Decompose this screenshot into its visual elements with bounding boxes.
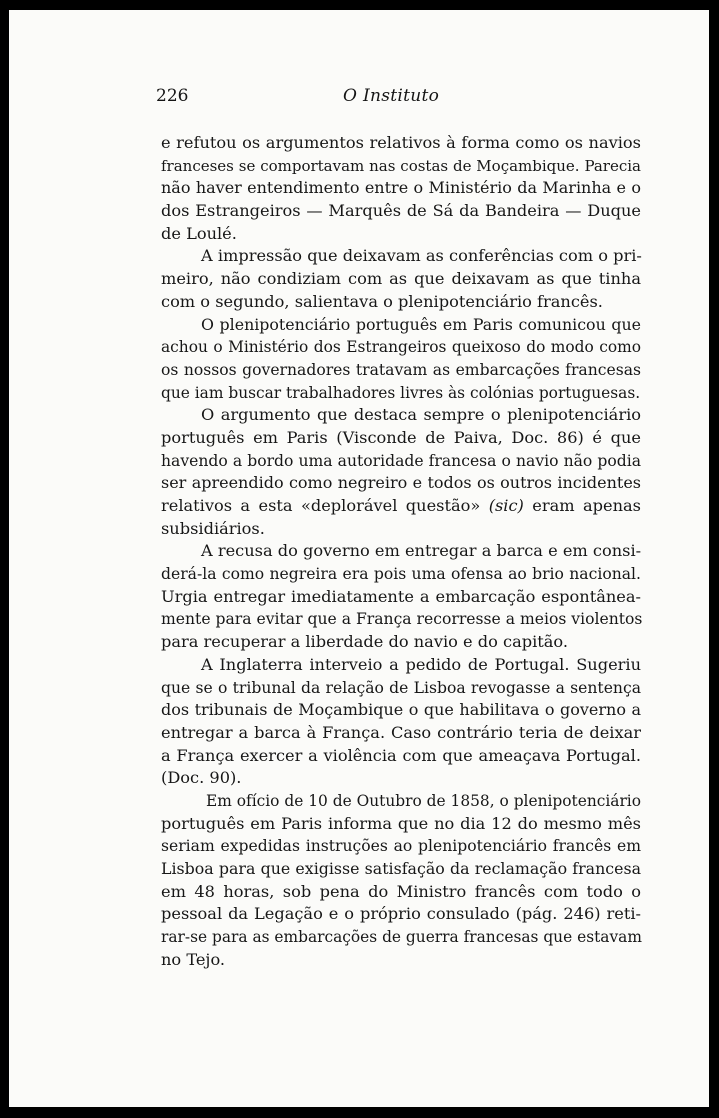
sic-line-after: eram apenas: [523, 496, 641, 515]
text-line: não haver entendimento entre o Ministério da Marinha e o: [161, 178, 641, 198]
text-line: no Tejo.: [161, 949, 226, 969]
text-line: e refutou os argumentos relativos à forma como os navios: [161, 133, 641, 152]
text-line: dos tribunais de Moçambique o que habilitava o governo a: [161, 700, 641, 720]
text-line: seriam expedidas instruções ao plenipotenciário francês em: [161, 837, 641, 856]
text-line: com o segundo, salientava o plenipotenciário francês.: [161, 291, 603, 311]
text-line: A recusa do governo em entregar a barca e em consi-: [201, 541, 642, 561]
page-header: [9, 86, 709, 116]
text-line: (Doc. 90).: [161, 768, 242, 788]
sic-italic: (sic): [488, 496, 524, 515]
text-line: mente para evitar que a França recorresse a meios violentos: [161, 610, 643, 629]
text-line: português em Paris (Visconde de Paiva, Doc. 86) é que: [161, 427, 641, 447]
text-line: meiro, não condiziam com as que deixavam as que tinha: [161, 269, 641, 289]
text-line: a França exercer a violência com que ameaçava Portugal.: [161, 745, 641, 765]
text-line: derá-la como negreira era pois uma ofensa ao brio nacional.: [161, 565, 641, 584]
text-line: franceses se comportavam nas costas de Moçambique. Parecia: [161, 156, 641, 175]
paragraph-6: [161, 654, 641, 790]
paragraph-1: [161, 132, 641, 245]
paragraph-7: [161, 790, 641, 972]
text-line: dos Estrangeiros — Marquês de Sá da Bandeira — Duque: [161, 201, 641, 221]
text-line: subsidiários.: [161, 518, 265, 538]
text-line-sic: [161, 495, 641, 518]
text-line: Em ofício de 10 de Outubro de 1858, o plenipotenciário: [206, 791, 641, 810]
text-line: achou o Ministério dos Estrangeiros queixoso do modo como: [161, 338, 641, 357]
text-line: A Inglaterra interveio a pedido de Portugal. Sugeriu: [201, 654, 641, 674]
text-line: português em Paris informa que no dia 12 do mesmo mês: [161, 813, 641, 833]
sic-line-before: relativos a esta «deplorável questão»: [161, 496, 489, 515]
paragraph-4: [161, 404, 641, 540]
book-page: [9, 10, 709, 1107]
text-line: ser apreendido como negreiro e todos os outros incidentes: [161, 473, 641, 493]
text-line: Lisboa para que exigisse satisfação da reclamação francesa: [161, 859, 641, 878]
text-line: A impressão que deixavam as conferências com o pri-: [201, 246, 642, 266]
text-line: O argumento que destaca sempre o plenipotenciário: [201, 405, 641, 425]
text-line: pessoal da Legação e o próprio consulado (pág. 246) reti-: [161, 904, 641, 924]
paragraph-2: [161, 245, 641, 313]
text-line: entregar a barca à França. Caso contrário teria de deixar: [161, 722, 641, 742]
text-line: de Loulé.: [161, 223, 237, 243]
body-text: [161, 132, 641, 971]
text-line: para recuperar a liberdade do navio e do capitão.: [161, 632, 569, 652]
paragraph-5: [161, 540, 641, 653]
text-line: havendo a bordo uma autoridade francesa o navio não podia: [161, 451, 641, 470]
running-title: O Instituto: [343, 86, 440, 106]
page-number: 226: [156, 86, 189, 106]
text-line: os nossos governadores tratavam as embarcações francesas: [161, 360, 641, 379]
text-line: Urgia entregar imediatamente a embarcação espontânea-: [161, 586, 641, 606]
text-line: que se o tribunal da relação de Lisboa revogasse a sentença: [161, 678, 641, 697]
paragraph-3: [161, 314, 641, 405]
text-line: que iam buscar trabalhadores livres às colónias portuguesas.: [161, 383, 641, 402]
text-line: rar-se para as embarcações de guerra francesas que estavam: [161, 928, 642, 947]
text-line: O plenipotenciário português em Paris comunicou que: [201, 314, 641, 334]
text-line: em 48 horas, sob pena do Ministro francês com todo o: [161, 881, 641, 901]
